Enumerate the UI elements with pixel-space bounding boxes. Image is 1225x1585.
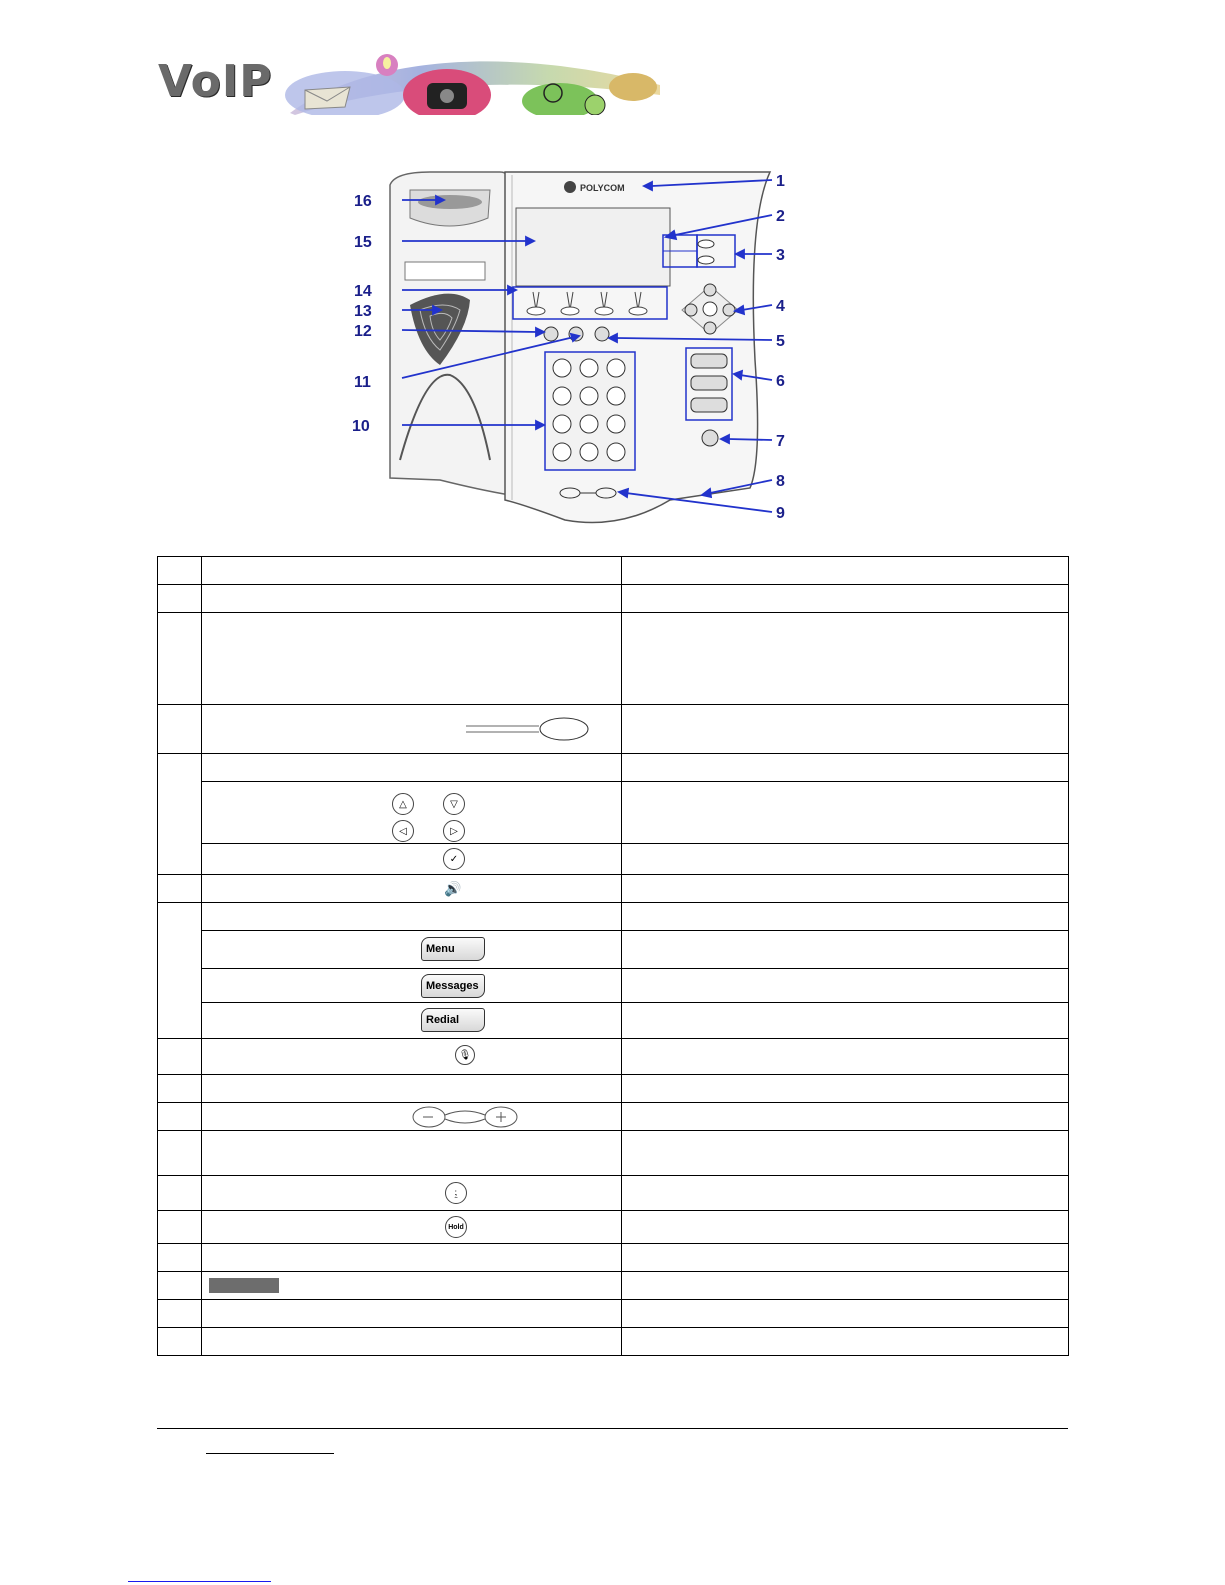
- table-row: [158, 1300, 1069, 1328]
- table-row: [158, 969, 1069, 1003]
- table-row: [158, 931, 1069, 969]
- table-row: [158, 1272, 1069, 1300]
- table-row: [158, 754, 1069, 782]
- callout-2: 2: [776, 208, 785, 225]
- footnote-rule: [206, 1453, 334, 1454]
- menu-softkey-icon: Menu: [421, 937, 485, 961]
- polycom-logo-icon: [564, 181, 576, 193]
- redial-softkey-icon: Redial: [421, 1008, 485, 1032]
- table-row: [158, 844, 1069, 875]
- callout-4: 4: [776, 298, 785, 315]
- table-row: [158, 613, 1069, 705]
- table-row: [158, 1003, 1069, 1039]
- table-row: [158, 1103, 1069, 1131]
- callout-8: 8: [776, 473, 785, 490]
- messages-softkey-icon: Messages: [421, 974, 485, 998]
- table-row: [158, 1176, 1069, 1211]
- voip-logo: VoIP: [158, 56, 273, 107]
- callout-16: 16: [354, 193, 372, 210]
- phone-diagram: [340, 160, 810, 532]
- callout-14: 14: [354, 283, 372, 300]
- callout-11: 11: [354, 374, 371, 391]
- down-arrow-icon: ▽: [443, 793, 465, 815]
- brand-text: POLYCOM: [580, 183, 625, 193]
- messages-key[interactable]: [691, 376, 727, 390]
- table-row: [158, 903, 1069, 931]
- callout-10: 10: [352, 418, 370, 435]
- footer-divider: [157, 1428, 1068, 1429]
- hold-icon: Hold: [445, 1216, 467, 1238]
- gray-shaded-block: [209, 1278, 279, 1293]
- volume-icon: [411, 1105, 519, 1129]
- right-arrow-icon: ▷: [443, 820, 465, 842]
- callout-7: 7: [776, 433, 785, 450]
- features-table: [157, 556, 1068, 1356]
- callout-9: 9: [776, 505, 785, 522]
- headset-icon: ⍮: [445, 1182, 467, 1204]
- table-row: [158, 782, 1069, 844]
- select-check-icon: ✓: [443, 848, 465, 870]
- callout-12: 12: [354, 323, 372, 340]
- table-row: [158, 1131, 1069, 1176]
- left-arrow-icon: ◁: [392, 820, 414, 842]
- mute-icon: 🎙: [455, 1045, 475, 1065]
- bottom-link-underline[interactable]: [128, 1581, 271, 1582]
- mute-button[interactable]: [702, 430, 718, 446]
- callout-1: 1: [776, 173, 785, 190]
- table-row: [158, 1244, 1069, 1272]
- callout-5: 5: [776, 333, 785, 350]
- line-key-1[interactable]: [698, 240, 714, 248]
- table-row: [158, 585, 1069, 613]
- hold-button[interactable]: [544, 327, 558, 341]
- redial-key[interactable]: [691, 398, 727, 412]
- up-arrow-icon: △: [392, 793, 414, 815]
- callout-15: 15: [354, 234, 372, 251]
- table-row: [158, 875, 1069, 903]
- table-row: [158, 1039, 1069, 1075]
- line-key-2[interactable]: [698, 256, 714, 264]
- display-screen: [516, 208, 670, 286]
- line-key-icon: [464, 716, 590, 742]
- table-row: [158, 1075, 1069, 1103]
- table-row: [158, 1328, 1069, 1356]
- table-row: [158, 705, 1069, 754]
- callout-13: 13: [354, 303, 372, 320]
- table-row: [158, 557, 1069, 585]
- speaker-icon: 🔊: [444, 880, 462, 896]
- table-row: [158, 1211, 1069, 1244]
- callout-6: 6: [776, 373, 785, 390]
- callout-3: 3: [776, 247, 785, 264]
- menu-key[interactable]: [691, 354, 727, 368]
- speaker-button[interactable]: [595, 327, 609, 341]
